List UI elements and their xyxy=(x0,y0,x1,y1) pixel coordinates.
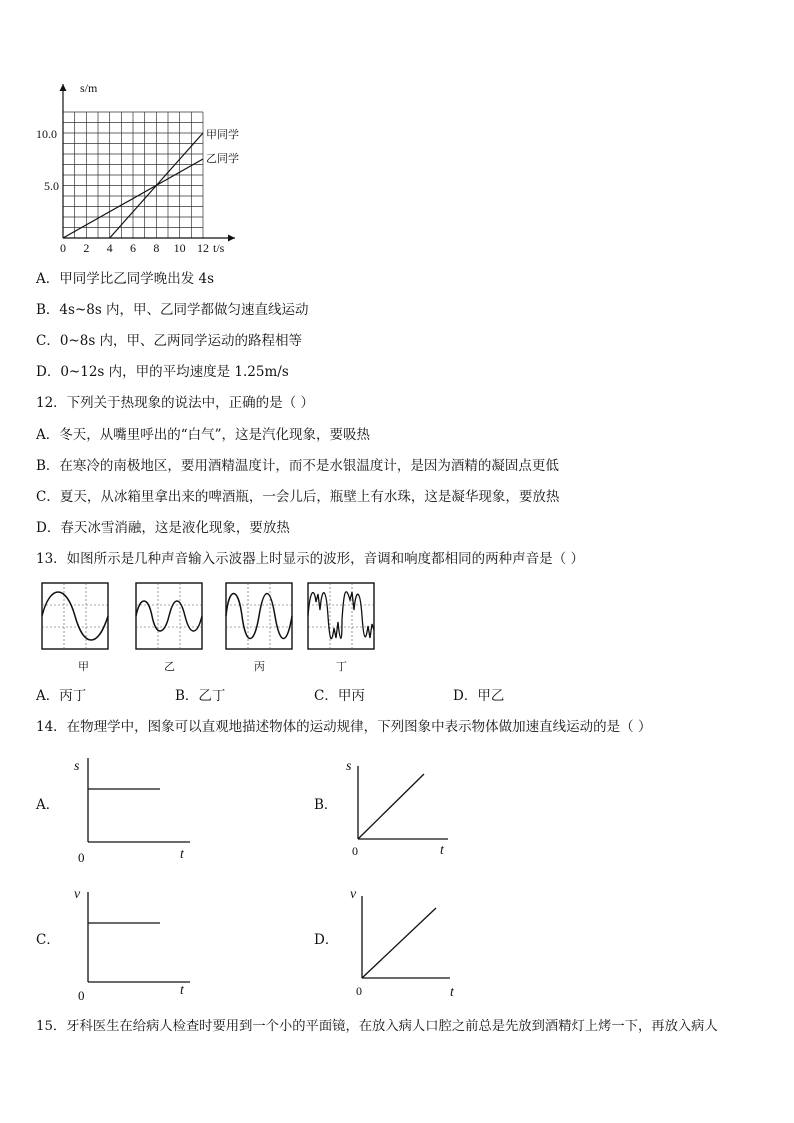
q14-c-origin: 0 xyxy=(78,988,85,1002)
q14-d-x-label: t xyxy=(450,985,454,1000)
q12-option-a: A．冬天，从嘴里呼出的“白气”，这是汽化现象，要吸热 xyxy=(36,427,371,443)
q12-option-b: B．在寒冷的南极地区，要用酒精温度计，而不是水银温度计，是因为酒精的凝固点更低 xyxy=(36,458,559,474)
q14-stem: 14．在物理学中，图象可以直观地描述物体的运动规律，下列图象中表示物体做加速直线运动的是（ ） xyxy=(36,719,652,735)
q14-a-origin: 0 xyxy=(78,850,85,865)
q11-x-axis-label: t/s xyxy=(213,241,225,253)
q14-option-a-label: A． xyxy=(36,797,60,813)
waveform-label-jia: 甲 xyxy=(78,660,89,673)
q11-x-tick: 2 xyxy=(83,241,90,253)
q14-option-d-label: D． xyxy=(314,932,339,948)
waveform-label-bing: 丙 xyxy=(254,660,265,673)
waveform-ding xyxy=(308,583,374,673)
q15-stem: 15．牙科医生在给病人检查时要用到一个小的平面镜，在放入病人口腔之前总是先放到酒精灯上烤一下，再放入病人 xyxy=(36,1019,718,1034)
q14-option-b-label: B． xyxy=(314,797,338,813)
q14-graph-b xyxy=(340,752,465,867)
q11-x-tick: 10 xyxy=(173,241,186,253)
q11-label-yi: 乙同学 xyxy=(206,152,239,165)
q13-option-c: C．甲丙 xyxy=(314,688,365,704)
q11-y-tick-5: 5.0 xyxy=(44,179,59,193)
q11-y-axis-label: s/m xyxy=(80,81,98,95)
q14-a-x-label: t xyxy=(180,847,184,862)
q11-x-tick: 0 xyxy=(60,241,66,253)
q14-b-x-label: t xyxy=(440,843,444,858)
q12-option-c: C．夏天，从冰箱里拿出来的啤酒瓶，一会儿后，瓶壁上有水珠，这是凝华现象，要放热 xyxy=(36,489,560,505)
q14-b-origin: 0 xyxy=(352,844,358,858)
q14-graph-c xyxy=(72,882,197,1002)
q13-option-a: A．丙丁 xyxy=(36,688,87,704)
q11-option-d: D．0~12s 内，甲的平均速度是 1.25m/s xyxy=(36,364,289,380)
q11-st-graph xyxy=(30,78,250,253)
q11-x-tick: 6 xyxy=(130,241,136,253)
q11-option-b: B．4s~8s 内，甲、乙同学都做匀速直线运动 xyxy=(36,302,309,318)
waveform-label-ding: 丁 xyxy=(336,660,347,673)
q11-x-tick: 12 xyxy=(197,241,209,253)
q14-b-y-label: s xyxy=(346,759,352,774)
waveform-bing xyxy=(226,583,292,673)
q14-c-x-label: t xyxy=(180,983,184,998)
q11-x-tick: 8 xyxy=(153,241,160,253)
q13-stem: 13．如图所示是几种声音输入示波器上时显示的波形，音调和响度都相同的两种声音是（ ） xyxy=(36,551,584,567)
q14-graph-a xyxy=(72,752,197,867)
q14-option-c-label: C． xyxy=(36,932,60,948)
q11-label-jia: 甲同学 xyxy=(206,128,239,141)
q11-y-tick-10: 10.0 xyxy=(36,127,57,141)
q14-graph-d xyxy=(340,882,465,1002)
q14-c-y-label: v xyxy=(74,887,81,902)
q13-waveforms xyxy=(40,580,380,675)
waveform-yi xyxy=(136,583,202,673)
q14-a-y-label: s xyxy=(74,759,80,774)
q14-d-y-label: v xyxy=(350,887,357,902)
q12-stem: 12．下列关于热现象的说法中，正确的是（ ） xyxy=(36,395,314,411)
q14-d-origin: 0 xyxy=(356,984,362,998)
q13-option-d: D．甲乙 xyxy=(453,688,505,704)
q11-option-a: A．甲同学比乙同学晚出发 4s xyxy=(36,271,215,287)
q11-x-tick: 4 xyxy=(106,241,113,253)
waveform-label-yi: 乙 xyxy=(164,660,175,673)
q11-option-c: C．0~8s 内，甲、乙两同学运动的路程相等 xyxy=(36,333,303,349)
q13-option-b: B．乙丁 xyxy=(175,688,226,704)
q12-option-d: D．春天冰雪消融，这是液化现象，要放热 xyxy=(36,520,290,536)
waveform-jia xyxy=(42,583,108,673)
